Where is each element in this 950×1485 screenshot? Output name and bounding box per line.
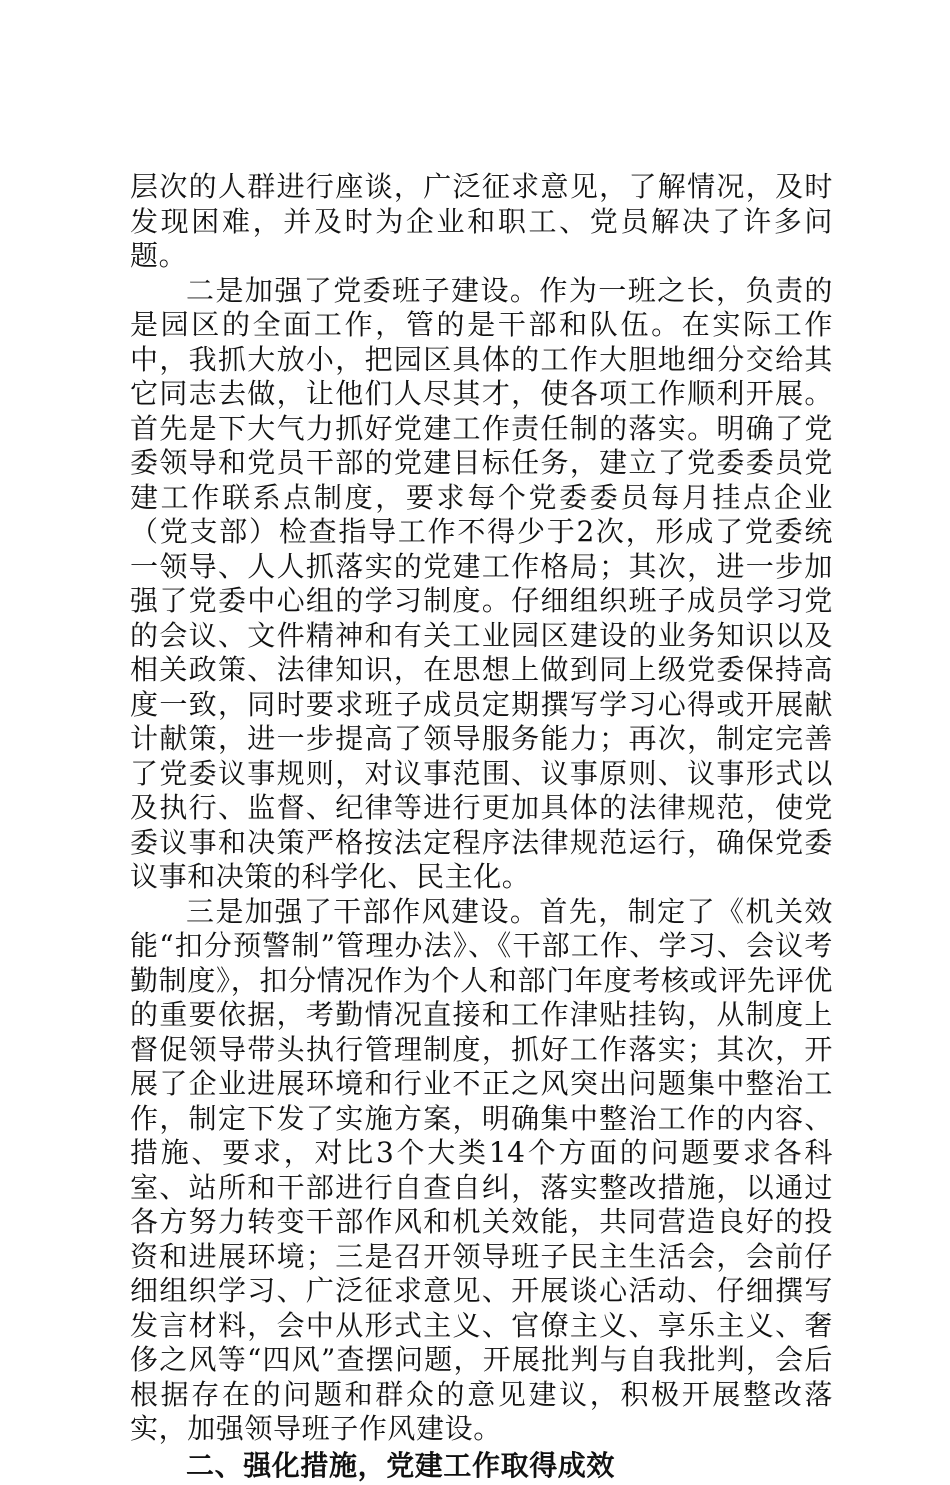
section-heading: 二、强化措施，党建工作取得成效 [186, 1448, 616, 1482]
paragraph-party-committee: 二是加强了党委班子建设。作为一班之长，负责的是园区的全面工作，管的是干部和队伍。在实际工作中，我抓大放小，把园区具体的工作大胆地细分交给其它同志去做，让他们人尽其才，使各项工作顺利开展。首先是下大气力抓好党建工作责任制的落实。明确了党委领导和党员干部的党建目标任务，建立了党委委员党建工作联系点制度，要求每个党委委员每月挂点企业（党支部）检查指导工作不得少于2次，形成了党委统一领导、人人抓落实的党建工作格局；其次，进一步加强了党委中心组的学习制度。仔细组织班子成员学习党的会议、文件精神和有关工业园区建设的业务知识以及相关政策、法律知识，在思想上做到同上级党委保持高度一致，同时要求班子成员定期撰写学习心得或开展献计献策，进一步提高了领导服务能力；再次，制定完善了党委议事规则，对议事范围、议事原则、议事形式以及执行、监督、纪律等进行更加具体的法律规范，使党委议事和决策严格按法定程序法律规范运行，确保党委议事和决策的科学化、民主化。 [130, 273, 833, 893]
paragraph-continuation: 层次的人群进行座谈，广泛征求意见，了解情况，及时发现困难，并及时为企业和职工、党员解决了许多问题。 [130, 170, 833, 272]
document-body [130, 170, 833, 1485]
paragraph-cadre-style: 三是加强了干部作风建设。首先，制定了《机关效能“扣分预警制”管理办法》、《干部工作、学习、会议考勤制度》，扣分情况作为个人和部门年度考核或评先评优的重要依据，考勤情况直接和工作津贴挂钩，从制度上督促领导带头执行管理制度，抓好工作落实；其次，开展了企业进展环境和行业不正之风突出问题集中整治工作，制定下发了实施方案，明确集中整治工作的内容、措施、要求，对比3个大类14个方面的问题要求各科室、站所和干部进行自查自纠，落实整改措施，以通过各方努力转变干部作风和机关效能，共同营造良好的投资和进展环境；三是召开领导班子民主生活会，会前仔细组织学习、广泛征求意见、开展谈心活动、仔细撰写发言材料，会中从形式主义、官僚主义、享乐主义、奢侈之风等“四风”查摆问题，开展批判与自我批判，会后根据存在的问题和群众的意见建议，积极开展整改落实，加强领导班子作风建设。 [130, 894, 833, 1445]
